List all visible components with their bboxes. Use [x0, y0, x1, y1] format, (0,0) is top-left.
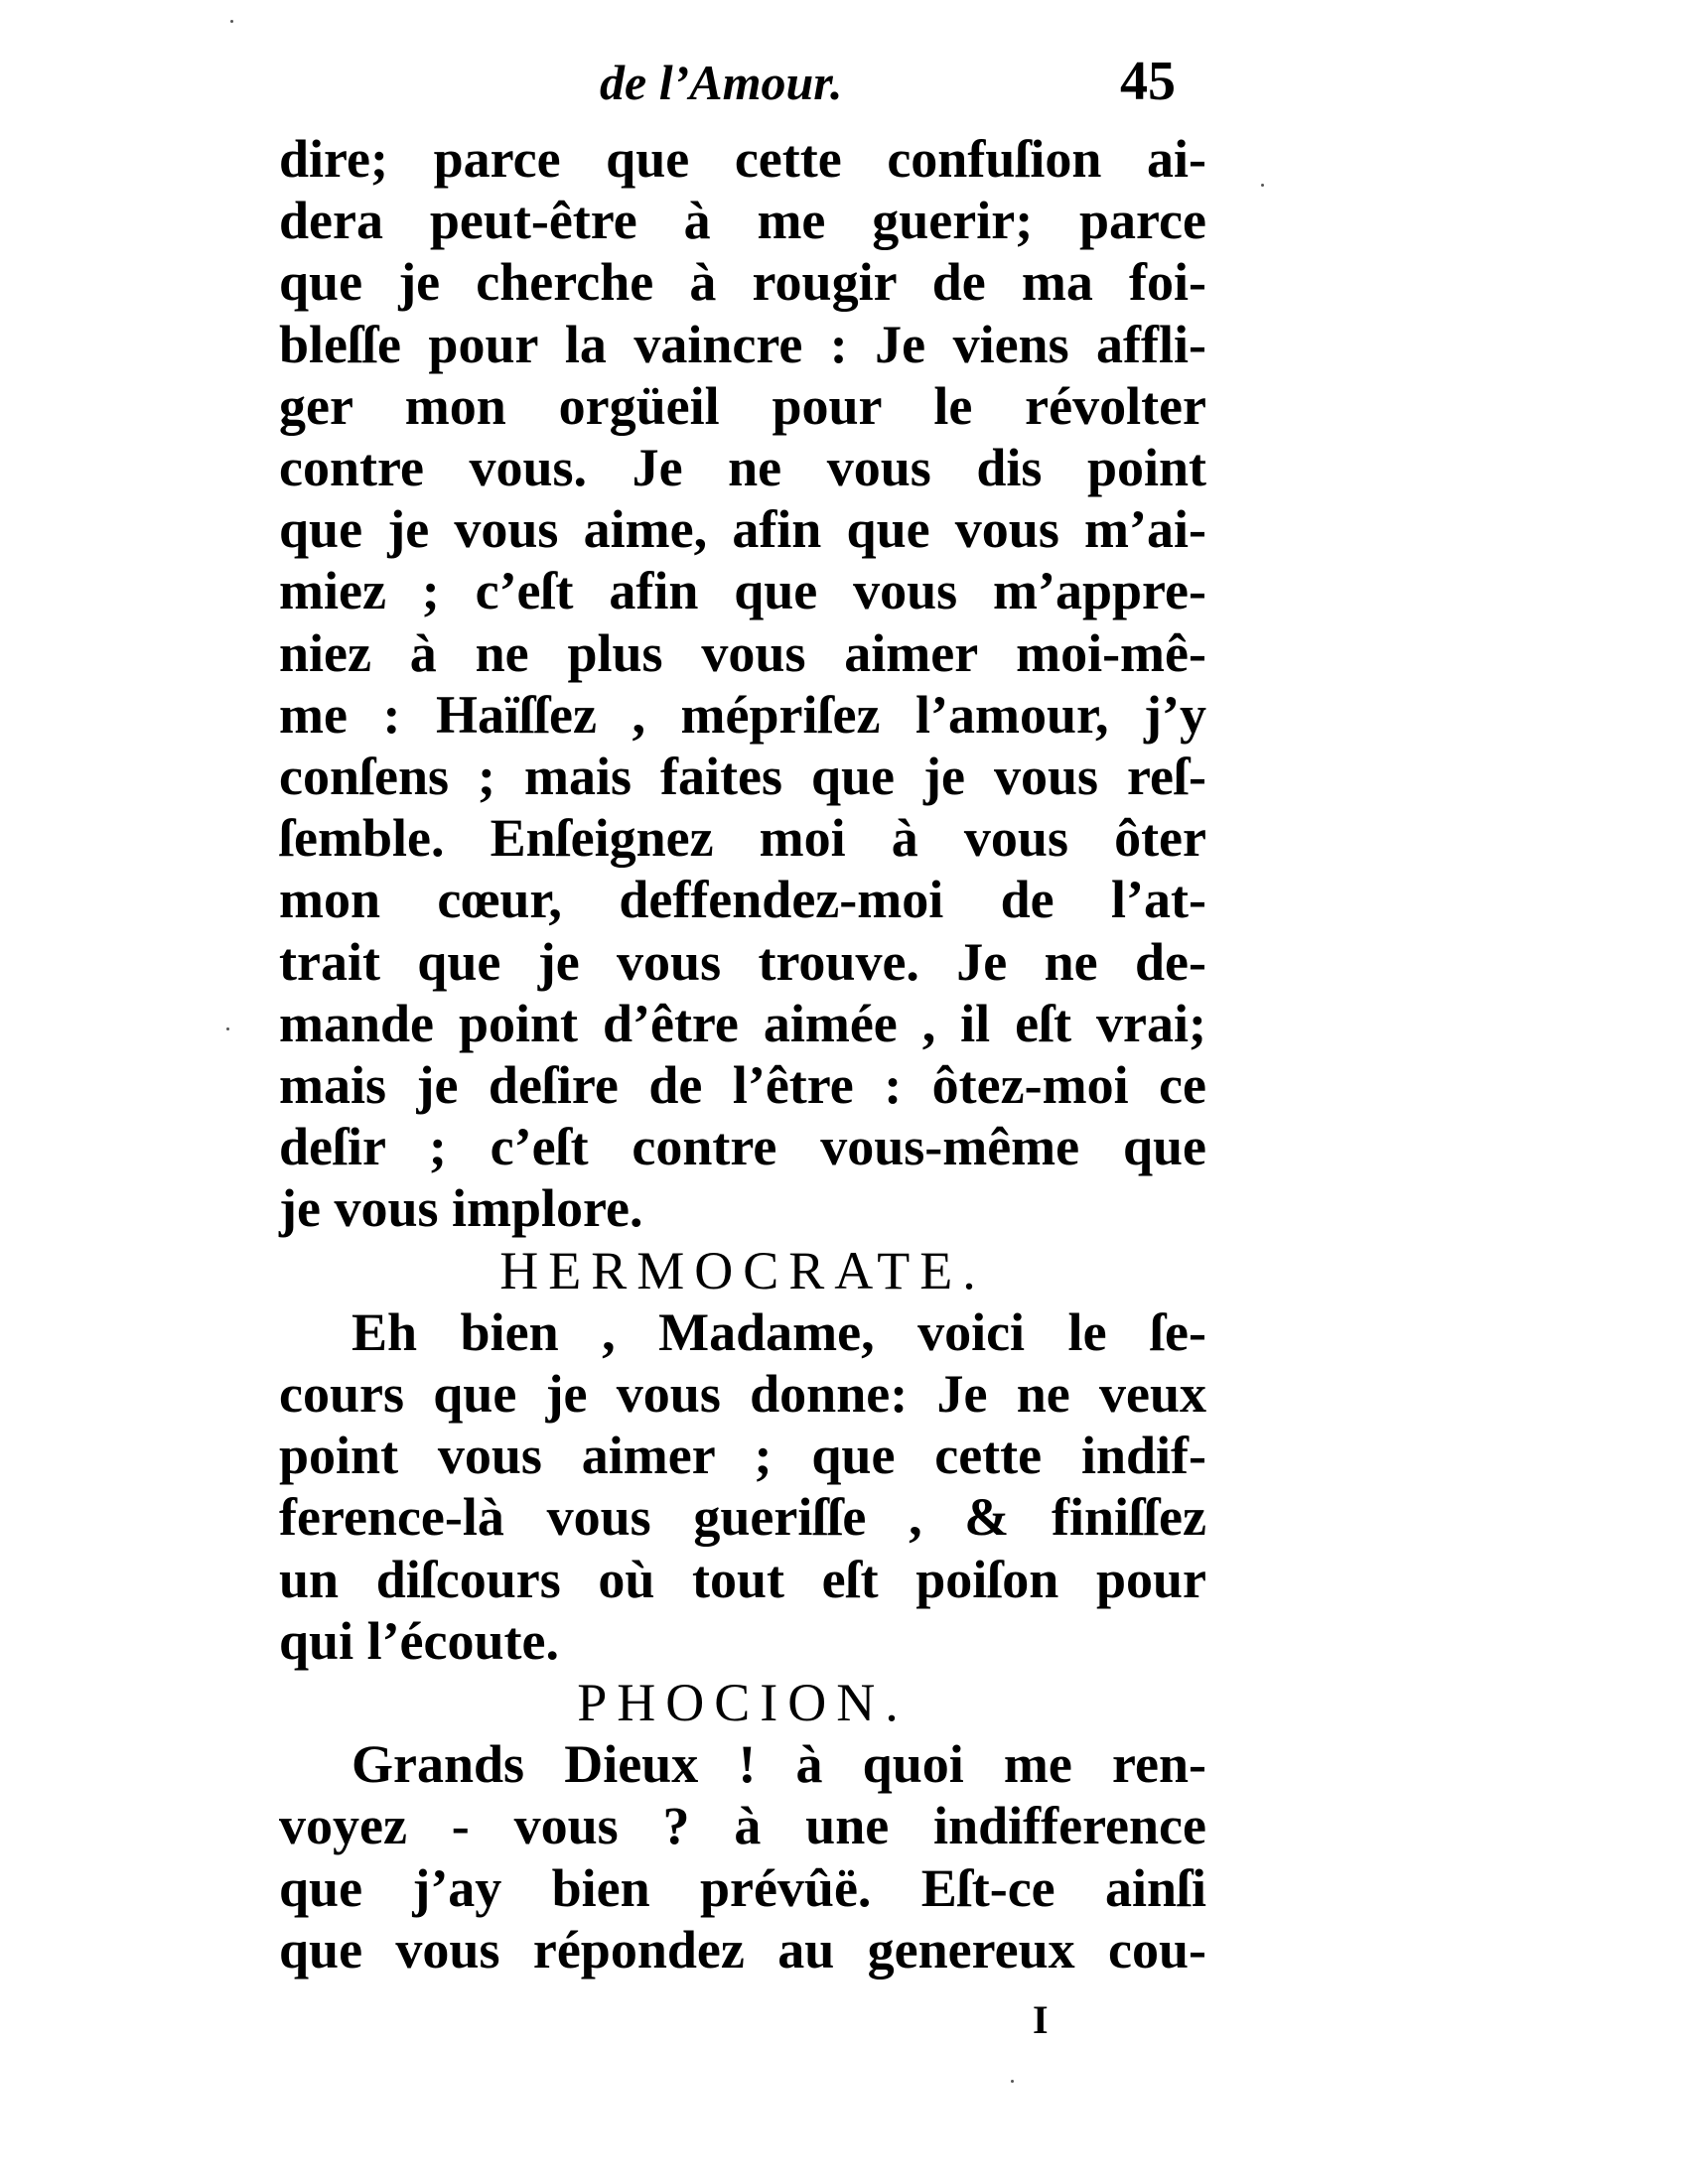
text-line: Grands Dieux ! à quoi me ren-: [352, 1734, 1206, 1795]
text-line: mon cœur, deffendez-moi de l’at-: [279, 870, 1206, 930]
scan-speck: [230, 20, 233, 23]
text-line: conſens ; mais faites que je vous reſ-: [279, 747, 1206, 806]
text-line: trait que je vous trouve. Je ne de-: [279, 931, 1206, 992]
text-line: mais je deſire de l’être : ôtez-moi ce: [279, 1055, 1206, 1115]
text-line: ſemble. Enſeignez moi à vous ôter: [279, 808, 1206, 869]
text-line: bleſſe pour la vaincre : Je viens affli-: [279, 314, 1206, 374]
scan-speck: [226, 1027, 229, 1030]
text-line: niez à ne plus vous aimer moi-mê-: [279, 622, 1206, 683]
text-line: point vous aimer ; que cette indif-: [279, 1426, 1206, 1486]
speaker-heading: PHOCION.: [577, 1673, 909, 1732]
text-line: deſir ; c’eſt contre vous-même que: [279, 1117, 1206, 1177]
text-line: je vous implore.: [279, 1178, 643, 1239]
text-line: miez ; c’eſt afin que vous m’appre-: [279, 561, 1206, 621]
scan-speck: [1261, 184, 1264, 187]
text-line: que vous répondez au genereux cou-: [279, 1919, 1206, 1979]
scan-speck: [1011, 2080, 1014, 2083]
text-line: qui l’écoute.: [279, 1610, 559, 1671]
text-line: Eh bien , Madame, voici le ſe-: [352, 1301, 1206, 1362]
signature-mark: I: [1033, 1997, 1049, 2042]
text-line: dire; parce que cette confuſion ai-: [279, 129, 1206, 189]
text-line: cours que je vous donne: Je ne veux: [279, 1364, 1206, 1424]
text-line: me : Haïſſez , mépriſez l’amour, j’y: [279, 684, 1206, 745]
text-line: un diſcours où tout eſt poiſon pour: [279, 1549, 1206, 1609]
text-line: que j’ay bien prévûë. Eſt-ce ainſi: [279, 1857, 1206, 1918]
text-line: dera peut-être à me guerir; parce: [279, 191, 1206, 251]
page-number: 45: [1120, 51, 1176, 112]
text-line: ference-là vous gueriſſe , & finiſſez: [279, 1487, 1206, 1548]
text-line: que je cherche à rougir de ma foi-: [279, 252, 1206, 313]
text-line: que je vous aime, afin que vous m’ai-: [279, 499, 1206, 560]
text-line: contre vous. Je ne vous dis point: [279, 438, 1206, 497]
text-line: ger mon orgüeil pour le révolter: [279, 375, 1206, 436]
running-head: de l’Amour.: [600, 55, 843, 110]
text-line: mande point d’être aimée , il eſt vrai;: [279, 993, 1206, 1053]
speaker-heading: HERMOCRATE.: [499, 1240, 986, 1300]
text-line: voyez - vous ? à une indifference: [279, 1796, 1206, 1856]
